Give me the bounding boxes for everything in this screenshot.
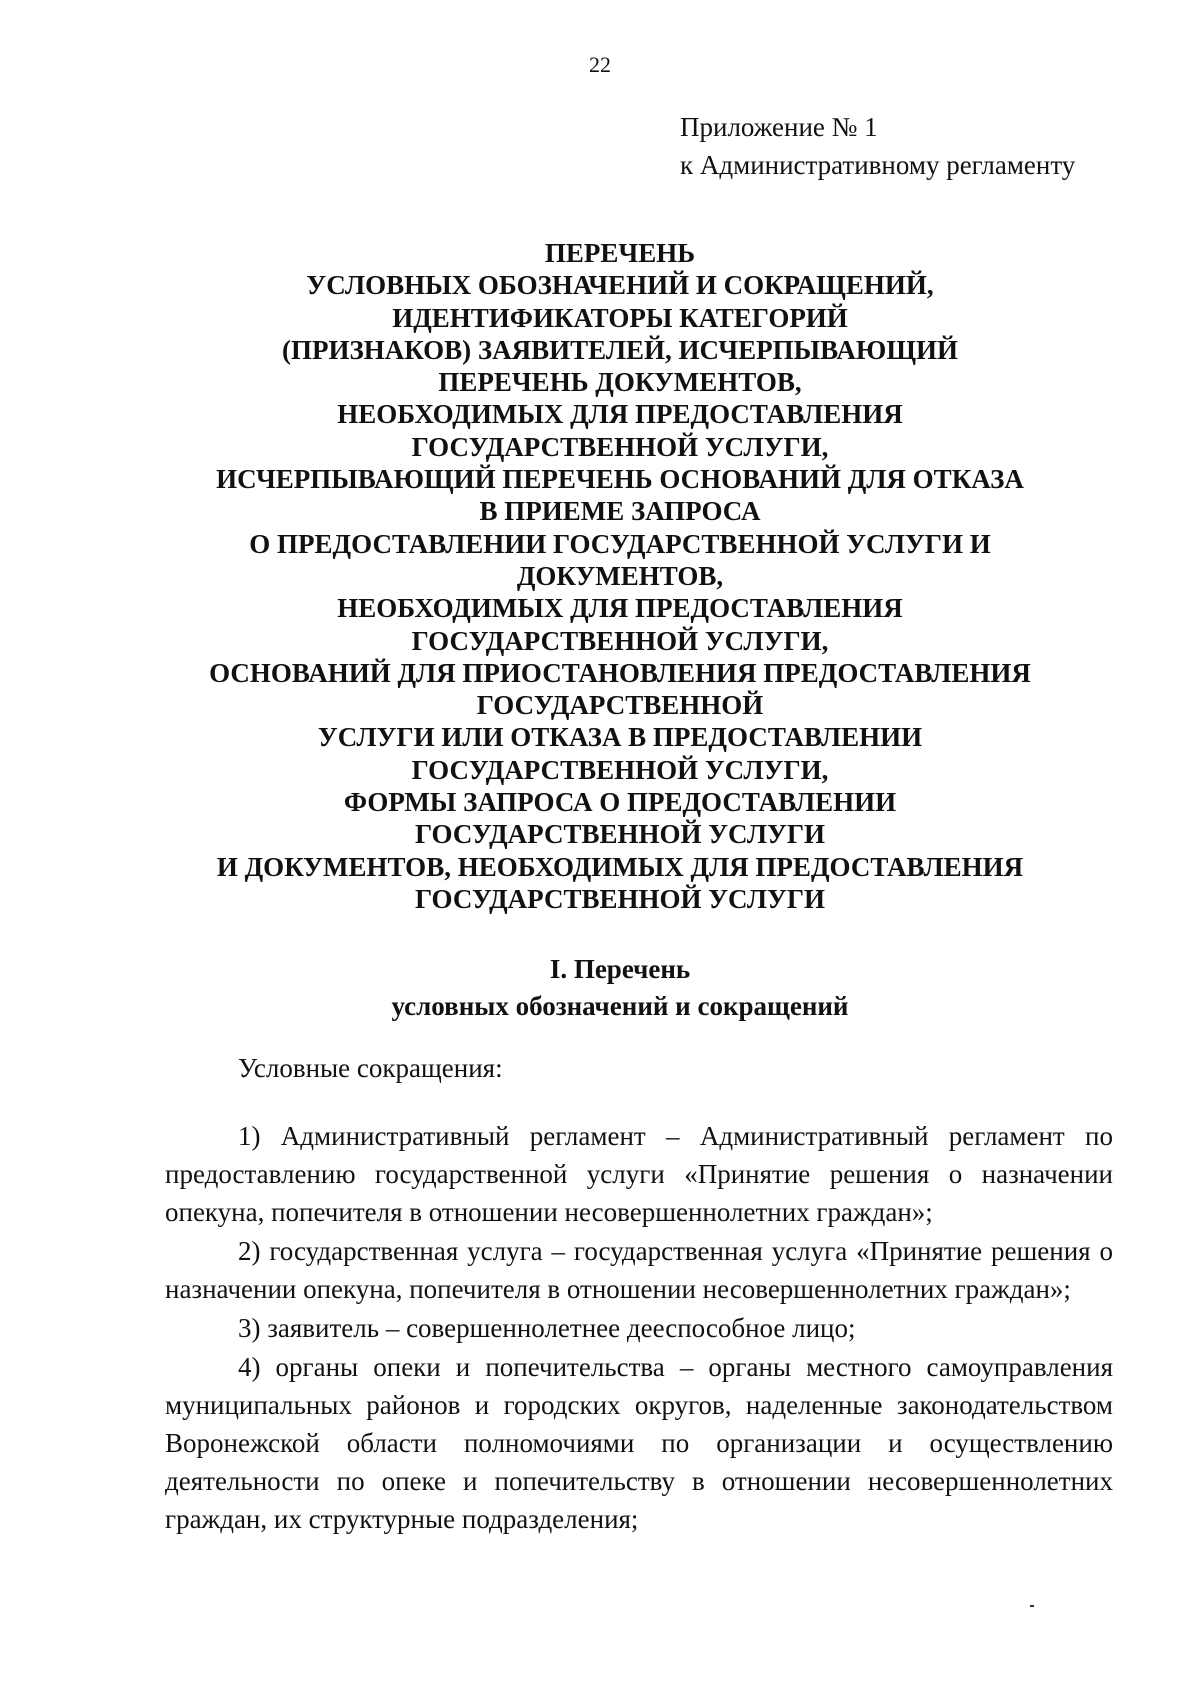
abbreviations-intro: Условные сокращения: [238,1053,503,1083]
list-item: 1) Административный регламент – Административный регламент по предоставлению государственной услуги «Принятие решения о назначении опекуна, попечителя в отношении несовершеннолетних граждан»; [165,1121,1113,1227]
title-line: ГОСУДАРСТВЕННОЙ УСЛУГИ [415,819,825,850]
title-line: ГОСУДАРСТВЕННОЙ УСЛУГИ, [411,625,829,656]
title-line: В ПРИЕМЕ ЗАПРОСА [479,496,761,527]
list-item: 4) органы опеки и попечительства – органы местного самоуправления муниципальных районов и городских округов, наделенные законодательством Воронежской области полномочиями по организации и осуществлению деятельности по опеке и попечительству в отношении несовершеннолетних граждан, их структурные подразделения; [165,1352,1113,1534]
title-line: ИДЕНТИФИКАТОРЫ КАТЕГОРИЙ [392,302,848,333]
section-heading [120,951,1120,1025]
title-line: ГОСУДАРСТВЕННОЙ УСЛУГИ, [411,431,829,462]
appendix-number: Приложение № 1 [680,112,878,142]
title-line: НЕОБХОДИМЫХ ДЛЯ ПРЕДОСТАВЛЕНИЯ [337,399,903,430]
page-number: 22 [589,52,611,77]
appendix-reference [680,108,1120,184]
title-line: ИСЧЕРПЫВАЮЩИЙ ПЕРЕЧЕНЬ ОСНОВАНИЙ ДЛЯ ОТКАЗА [216,464,1024,495]
title-line: ДОКУМЕНТОВ, [516,560,724,591]
title-line: И ДОКУМЕНТОВ, НЕОБХОДИМЫХ ДЛЯ ПРЕДОСТАВЛЕНИЯ [216,851,1024,882]
scan-mark [1030,1605,1034,1607]
title-line: УСЛУГИ ИЛИ ОТКАЗА В ПРЕДОСТАВЛЕНИИ [317,722,923,753]
appendix-regulation: к Административному регламенту [680,150,1076,180]
title-line: ГОСУДАРСТВЕННОЙ УСЛУГИ, [411,754,829,785]
title-line: ОСНОВАНИЙ ДЛЯ ПРИОСТАНОВЛЕНИЯ ПРЕДОСТАВЛЕНИЯ [209,657,1031,688]
title-line: ПЕРЕЧЕНЬ ДОКУМЕНТОВ, [438,367,802,398]
section-number: I. Перечень [549,954,691,984]
section-subtitle: условных обозначений и сокращений [391,991,849,1021]
title-line: УСЛОВНЫХ ОБОЗНАЧЕНИЙ И СОКРАЩЕНИЙ, [306,270,934,301]
document-title [120,237,1120,915]
title-line: (ПРИЗНАКОВ) ЗАЯВИТЕЛЕЙ, ИСЧЕРПЫВАЮЩИЙ [282,334,958,365]
list-item: 3) заявитель – совершеннолетнее дееспособное лицо; [238,1313,856,1343]
title-line: ФОРМЫ ЗАПРОСА О ПРЕДОСТАВЛЕНИИ [343,787,897,818]
title-line: ГОСУДАРСТВЕННОЙ УСЛУГИ [415,883,825,914]
title-line: ПЕРЕЧЕНЬ [544,238,696,268]
title-line: НЕОБХОДИМЫХ ДЛЯ ПРЕДОСТАВЛЕНИЯ [337,593,903,624]
title-line: О ПРЕДОСТАВЛЕНИИ ГОСУДАРСТВЕННОЙ УСЛУГИ И [249,528,991,559]
list-item: 2) государственная услуга – государственная услуга «Принятие решения о назначении опекуна, попечителя в отношении несовершеннолетних граждан»; [165,1236,1113,1304]
abbreviations-list [165,1117,1113,1539]
title-line: ГОСУДАРСТВЕННОЙ [476,690,764,721]
